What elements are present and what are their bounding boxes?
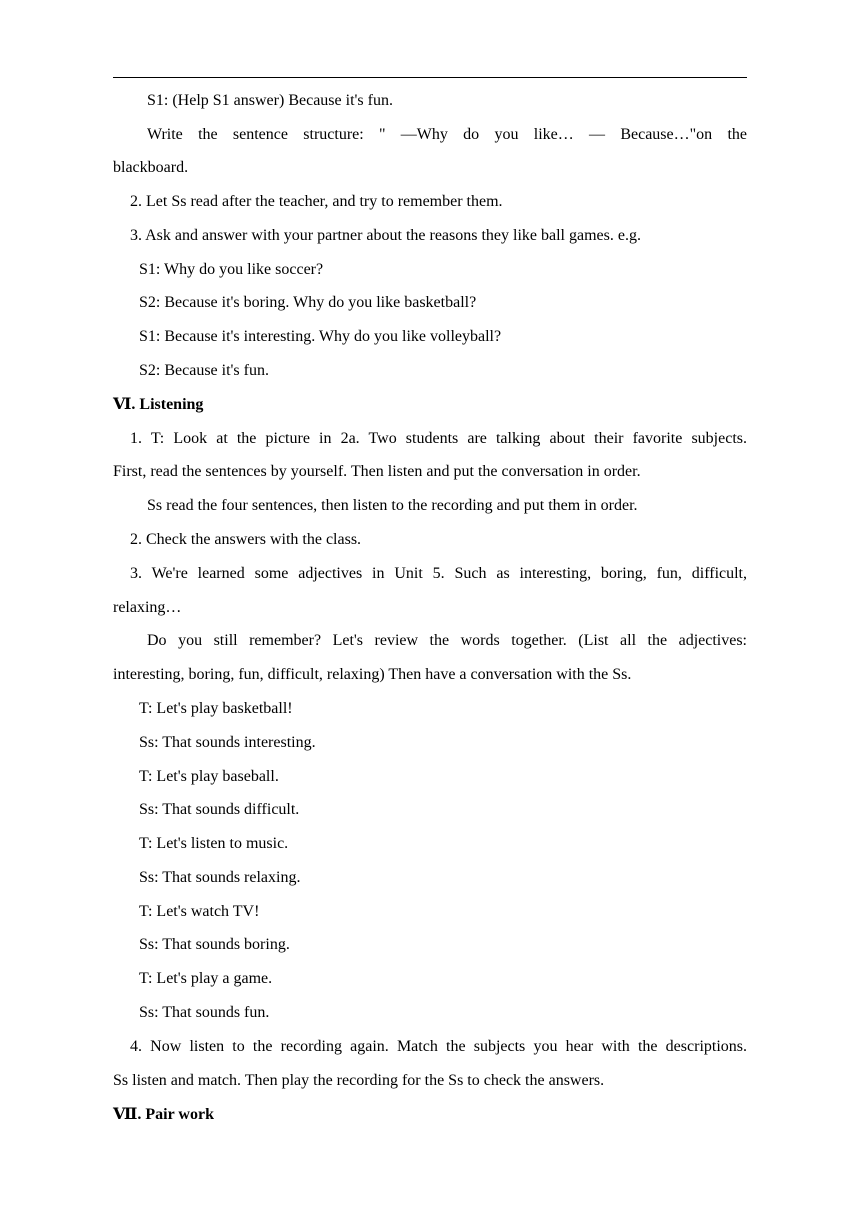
list-item: 2. Let Ss read after the teacher, and try to remember them.: [130, 193, 503, 210]
text-line: Write the sentence structure: " —Why do you like… — Because…"on the: [147, 126, 747, 143]
header-rule: [113, 77, 747, 78]
dialogue-line: Ss: That sounds relaxing.: [139, 869, 301, 886]
dialogue-line: S2: Because it's boring. Why do you like basketball?: [139, 294, 477, 311]
text-line: Ss read the four sentences, then listen to the recording and put them in order.: [147, 497, 638, 514]
list-item: 4. Now listen to the recording again. Match the subjects you hear with the descriptions.: [130, 1038, 747, 1055]
list-item: 3. Ask and answer with your partner about the reasons they like ball games. e.g.: [130, 227, 641, 244]
dialogue-line: S2: Because it's fun.: [139, 362, 269, 379]
dialogue-line: T: Let's listen to music.: [139, 835, 289, 852]
dialogue-line: T: Let's play baseball.: [139, 768, 279, 785]
list-item: 2. Check the answers with the class.: [130, 531, 362, 548]
text-line: interesting, boring, fun, difficult, relaxing) Then have a conversation with the Ss.: [113, 666, 632, 683]
text-line: Ss listen and match. Then play the recording for the Ss to check the answers.: [113, 1072, 605, 1089]
dialogue-line: S1: Why do you like soccer?: [139, 261, 324, 278]
text-line: blackboard.: [113, 159, 189, 176]
dialogue-line: T: Let's watch TV!: [139, 903, 260, 920]
dialogue-line: Ss: That sounds boring.: [139, 936, 290, 953]
dialogue-line: T: Let's play a game.: [139, 970, 273, 987]
text-line: relaxing…: [113, 599, 182, 616]
list-item: 1. T: Look at the picture in 2a. Two students are talking about their favorite subjects.: [130, 430, 747, 447]
dialogue-line: S1: Because it's interesting. Why do you like volleyball?: [139, 328, 502, 345]
text-line: First, read the sentences by yourself. Then listen and put the conversation in order.: [113, 463, 641, 480]
text-line: Do you still remember? Let's review the words together. (List all the adjectives:: [147, 632, 747, 649]
list-item: 3. We're learned some adjectives in Unit 5. Such as interesting, boring, fun, difficult,: [130, 565, 747, 582]
section-heading: Ⅶ. Pair work: [113, 1106, 214, 1123]
section-heading: Ⅵ. Listening: [113, 396, 204, 413]
dialogue-line: Ss: That sounds interesting.: [139, 734, 316, 751]
dialogue-line: Ss: That sounds difficult.: [139, 801, 300, 818]
dialogue-line: T: Let's play basketball!: [139, 700, 293, 717]
dialogue-line: Ss: That sounds fun.: [139, 1004, 270, 1021]
text-line: S1: (Help S1 answer) Because it's fun.: [147, 92, 393, 109]
